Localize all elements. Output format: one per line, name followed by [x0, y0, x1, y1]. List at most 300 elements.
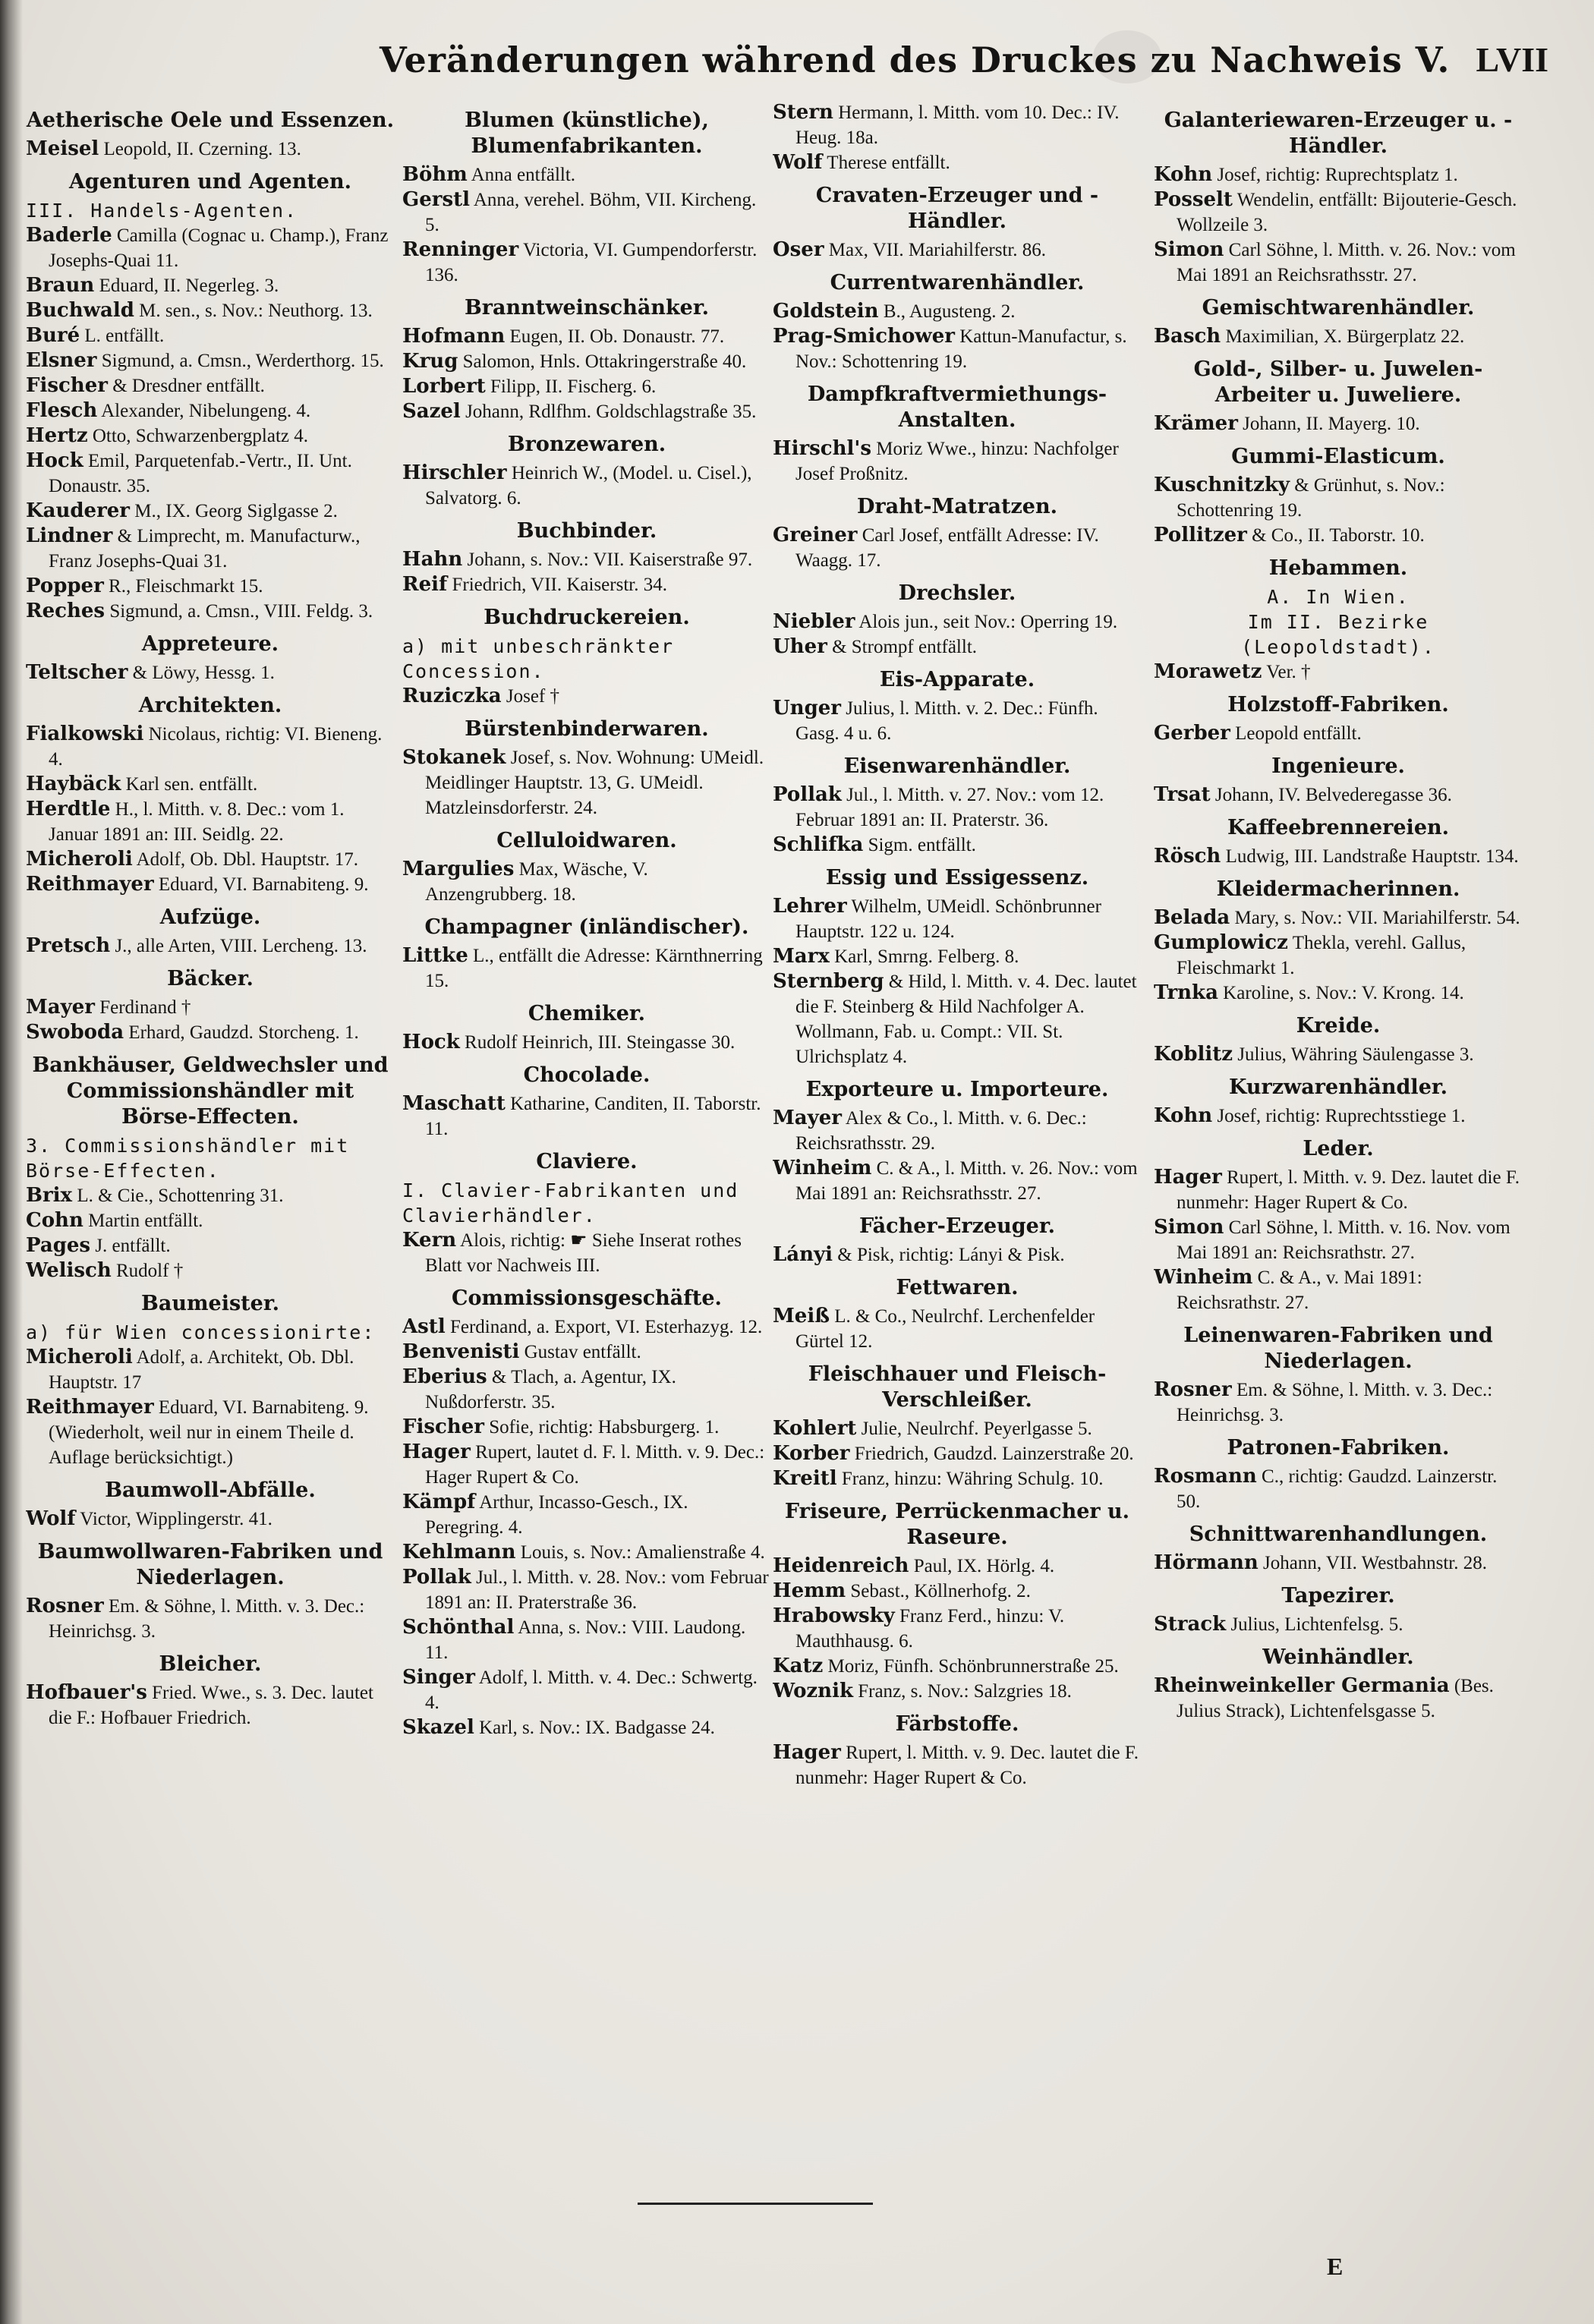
- directory-entry: [26, 1208, 395, 1233]
- entry-name: Reithmayer: [26, 1396, 154, 1419]
- directory-entry: [1154, 905, 1523, 931]
- entry-name: Korber: [773, 1442, 850, 1465]
- directory-section: [26, 1478, 395, 1532]
- section-heading: Champagner (inländischer).: [424, 915, 749, 939]
- entry-details: Alexander, Nibelungeng. 4.: [101, 401, 311, 421]
- section-heading: Architekten.: [138, 694, 282, 717]
- entry-name: Littke: [402, 944, 468, 967]
- directory-entry: [1154, 523, 1523, 548]
- directory-entry: [26, 872, 395, 897]
- directory-entry: [402, 1091, 771, 1142]
- directory-section: [1154, 1583, 1523, 1637]
- directory-section: [402, 915, 771, 994]
- directory-entry: [26, 574, 395, 599]
- entry-name: Astl: [402, 1315, 446, 1338]
- entry-name: Eberius: [402, 1365, 487, 1388]
- directory-section: [26, 1539, 395, 1644]
- entry-details: & Co., II. Taborstr. 10.: [1252, 525, 1425, 546]
- entry-name: Posselt: [1154, 188, 1233, 211]
- directory-entry: [773, 1441, 1142, 1466]
- entry-details: Josef †: [506, 686, 559, 707]
- directory-entry: [773, 969, 1142, 1069]
- directory-entry: [1154, 981, 1523, 1006]
- entry-name: Hertz: [26, 424, 88, 447]
- entry-name: Ruziczka: [402, 685, 502, 707]
- entry-details: J., alle Arten, VIII. Lercheng. 13.: [115, 936, 367, 956]
- directory-entry: [773, 238, 1142, 263]
- entry-details: J. entfällt.: [95, 1236, 171, 1256]
- directory-section: [773, 1214, 1142, 1267]
- entry-details: & Grünhut, s. Nov.: Schottenring 19.: [1177, 475, 1445, 521]
- entry-name: Sazel: [402, 400, 461, 423]
- directory-entry: [1154, 1104, 1523, 1129]
- directory-section: [402, 1001, 771, 1055]
- directory-entry: [402, 1415, 771, 1440]
- entry-details: Hermann, l. Mitth. vom 10. Dec.: IV. Heug. 18a.: [795, 102, 1120, 148]
- entry-name: Mayer: [26, 996, 95, 1019]
- directory-entry: [402, 857, 771, 907]
- directory-section: [26, 631, 395, 685]
- entry-name: Pollitzer: [1154, 524, 1247, 546]
- entry-details: Franz, hinzu: Währing Schulg. 10.: [841, 1469, 1104, 1489]
- entry-details: Adolf, Ob. Dbl. Hauptstr. 17.: [136, 849, 358, 870]
- entry-details: Victoria, VI. Gumpendorferstr. 136.: [425, 240, 758, 285]
- directory-entry: [402, 943, 771, 994]
- entry-name: Fischer: [26, 374, 108, 397]
- section-heading: Ingenieure.: [1271, 754, 1405, 778]
- entry-details: Nicolaus, richtig: VI. Bieneng. 4.: [49, 724, 383, 770]
- directory-entry: [1154, 844, 1523, 869]
- section-heading: Essig und Essigessenz.: [825, 866, 1089, 890]
- entry-details: Ver. †: [1266, 662, 1311, 682]
- entry-name: Brix: [26, 1184, 73, 1207]
- entry-details: Anna, s. Nov.: VIII. Laudong. 11.: [425, 1617, 746, 1663]
- entry-name: Reithmayer: [26, 873, 154, 896]
- directory-entry: [773, 1466, 1142, 1491]
- page-title: Veränderungen während des Druckes zu Nachweis V.: [380, 39, 1451, 80]
- directory-section: [26, 1291, 395, 1470]
- directory-entry: [402, 1565, 771, 1615]
- directory-section: [1154, 108, 1523, 288]
- entry-details: L., entfällt die Adresse: Kärnthnerring 15.: [425, 946, 763, 991]
- entry-name: Popper: [26, 575, 104, 597]
- entry-details: Anna entfällt.: [471, 165, 576, 185]
- entry-details: Rupert, lautet d. F. l. Mitth. v. 9. Dec.: Hager Rupert & Co.: [425, 1442, 765, 1488]
- directory-entry: [1154, 162, 1523, 187]
- entry-name: Katz: [773, 1655, 824, 1677]
- directory-entry: [26, 424, 395, 449]
- entry-name: Morawetz: [1154, 660, 1262, 683]
- entry-name: Winheim: [773, 1157, 872, 1179]
- directory-entry: [773, 100, 1142, 150]
- entry-details: Martin entfällt.: [88, 1211, 203, 1231]
- section-heading: Eis-Apparate.: [879, 668, 1035, 691]
- entry-name: Hager: [402, 1441, 471, 1463]
- section-heading: Chocolade.: [523, 1063, 651, 1087]
- entry-name: Winheim: [1154, 1266, 1253, 1289]
- directory-section: [402, 518, 771, 597]
- directory-section: [1154, 877, 1523, 1006]
- directory-section: [773, 270, 1142, 374]
- entry-name: Krämer: [1154, 412, 1238, 435]
- directory-entry: [773, 1604, 1142, 1654]
- entry-details: Maximilian, X. Bürgerplatz 22.: [1225, 326, 1465, 347]
- entry-details: Eduard, VI. Barnabiteng. 9. (Wiederholt, weil nur in einem Theile d. Auflage berücksichtigt.): [49, 1397, 369, 1468]
- section-heading: Agenturen und Agenten.: [68, 170, 352, 194]
- section-heading: Bleicher.: [159, 1652, 262, 1676]
- entry-name: Baderle: [26, 224, 112, 247]
- entry-details: L. & Cie., Schottenring 31.: [77, 1186, 284, 1206]
- directory-entry: [773, 1579, 1142, 1604]
- directory-section: [1154, 1435, 1523, 1514]
- directory-entry: [402, 349, 771, 374]
- entry-details: Jul., l. Mitth. v. 27. Nov.: vom 12. Februar 1891 an: II. Praterstr. 36.: [795, 785, 1104, 830]
- footer-rule: [638, 2203, 873, 2205]
- entry-name: Skazel: [402, 1716, 474, 1739]
- directory-entry: [402, 684, 771, 709]
- entry-name: Unger: [773, 697, 841, 720]
- directory-entry: [773, 1304, 1142, 1354]
- entry-details: & Dresdner entfällt.: [112, 376, 265, 396]
- directory-section: [1154, 815, 1523, 869]
- directory-entry: [1154, 238, 1523, 288]
- directory-entry: [773, 324, 1142, 374]
- directory-section: [773, 667, 1142, 746]
- directory-section: [402, 716, 771, 820]
- directory-section: [402, 108, 771, 288]
- section-heading: Patronen-Fabriken.: [1227, 1436, 1450, 1460]
- directory-section: [773, 382, 1142, 487]
- entry-name: Böhm: [402, 163, 468, 186]
- directory-entry: [1154, 660, 1523, 685]
- directory-entry: [402, 1665, 771, 1715]
- entry-details: Eduard, II. Negerleg. 3.: [99, 276, 279, 296]
- directory-entry: [1154, 1215, 1523, 1265]
- directory-entry: [1154, 1464, 1523, 1514]
- directory-entry: [1154, 473, 1523, 523]
- entry-name: Margulies: [402, 858, 515, 880]
- entry-details: R., Fleischmarkt 15.: [109, 576, 263, 597]
- directory-entry: [26, 323, 395, 348]
- entry-details: Wilhelm, UMeidl. Schönbrunner Hauptstr. 122 u. 124.: [795, 896, 1101, 942]
- entry-name: Pages: [26, 1234, 91, 1257]
- directory-section: [26, 1053, 395, 1283]
- entry-details: Alois jun., seit Nov.: Operring 19.: [858, 612, 1118, 632]
- entry-name: Rosner: [1154, 1378, 1232, 1401]
- directory-entry: [402, 238, 771, 288]
- entry-name: Braun: [26, 274, 95, 297]
- section-subheading: III. Handels-Agenten.: [26, 200, 298, 222]
- entry-details: Sigmund, a. Cmsn., VIII. Feldg. 3.: [109, 601, 373, 622]
- directory-entry: [773, 523, 1142, 573]
- entry-name: Pollak: [773, 783, 842, 806]
- directory-entry: [1154, 1674, 1523, 1724]
- directory-section: [1154, 295, 1523, 349]
- directory-section: [1154, 444, 1523, 548]
- scan-edge-shadow: [0, 0, 23, 2324]
- directory-entry: [26, 398, 395, 424]
- directory-entry: [1154, 1551, 1523, 1576]
- entry-details: Emil, Parquetenfab.-Vertr., II. Unt. Donaustr. 35.: [49, 451, 352, 496]
- directory-entry: [402, 1715, 771, 1740]
- section-heading: Fächer-Erzeuger.: [858, 1214, 1056, 1238]
- directory-entry: [26, 722, 395, 772]
- entry-details: Victor, Wipplingerstr. 41.: [80, 1509, 272, 1529]
- section-heading: Fettwaren.: [896, 1276, 1019, 1299]
- directory-entry: [26, 1345, 395, 1395]
- entry-name: Swoboda: [26, 1021, 124, 1044]
- directory-entry: [1154, 324, 1523, 349]
- entry-name: Cohn: [26, 1209, 83, 1232]
- section-heading: Buchdruckereien.: [484, 606, 690, 629]
- entry-name: Kauderer: [26, 499, 131, 522]
- entry-details: Franz Ferd., hinzu: V. Mauthhausg. 6.: [795, 1606, 1065, 1652]
- directory-section: [402, 828, 771, 907]
- directory-entry: [402, 1540, 771, 1565]
- entry-name: Buré: [26, 324, 80, 347]
- column-2: [402, 100, 771, 2241]
- entry-details: C., richtig: Gaudzd. Lainzerstr. 50.: [1177, 1466, 1498, 1512]
- section-heading: Friseure, Perrückenmacher u. Raseure.: [784, 1500, 1130, 1549]
- entry-details: Mary, s. Nov.: VII. Mariahilferstr. 54.: [1234, 908, 1520, 928]
- directory-entry: [26, 348, 395, 373]
- entry-name: Kohn: [1154, 1104, 1213, 1127]
- entry-details: Heinrich W., (Model. u. Cisel.), Salvatorg. 6.: [425, 463, 752, 509]
- section-heading: Leder.: [1303, 1137, 1374, 1160]
- entry-name: Benvenisti: [402, 1340, 520, 1363]
- entry-name: Meisel: [26, 137, 99, 160]
- directory-entry: [26, 847, 395, 872]
- entry-details: Friedrich, VII. Kaiserstr. 34.: [452, 575, 667, 595]
- entry-details: Julius, Lichtenfelsg. 5.: [1230, 1614, 1403, 1635]
- entry-details: M., IX. Georg Siglgasse 2.: [134, 501, 338, 521]
- entry-details: Karl, s. Nov.: IX. Badgasse 24.: [479, 1718, 715, 1738]
- entry-details: L. & Co., Neulrchf. Lerchenfelder Gürtel 12.: [795, 1306, 1095, 1352]
- entry-name: Kohn: [1154, 163, 1213, 186]
- directory-section: [402, 1286, 771, 1740]
- entry-name: Hager: [773, 1741, 841, 1764]
- entry-details: Em. & Söhne, l. Mitth. v. 3. Dec.: Heinrichsg. 3.: [49, 1596, 365, 1642]
- section-heading: Leinenwaren-Fabriken und Niederlagen.: [1183, 1324, 1493, 1373]
- directory-section: [1154, 357, 1523, 436]
- column-1: [26, 100, 395, 2241]
- directory-section: [26, 1652, 395, 1730]
- column-4: [1154, 100, 1523, 2241]
- entry-name: Fialkowski: [26, 723, 144, 745]
- entry-details: Rupert, l. Mitth. v. 9. Dec. lautet die F. nunmehr: Hager Rupert & Co.: [795, 1743, 1139, 1788]
- section-heading: Kurzwarenhändler.: [1228, 1075, 1448, 1099]
- entry-details: Eduard, VI. Barnabiteng. 9.: [158, 874, 369, 895]
- section-heading: Weinhändler.: [1262, 1645, 1414, 1669]
- section-heading: Claviere.: [536, 1150, 638, 1173]
- section-heading: Chemiker.: [528, 1002, 646, 1025]
- directory-section: [773, 754, 1142, 858]
- entry-details: & Löwy, Hessg. 1.: [132, 663, 275, 683]
- entry-details: Franz, s. Nov.: Salzgries 18.: [858, 1681, 1072, 1702]
- directory-entry: [26, 499, 395, 524]
- directory-entry: [26, 1258, 395, 1283]
- directory-entry: [773, 635, 1142, 660]
- entry-name: Strack: [1154, 1613, 1227, 1636]
- column-3: [773, 100, 1142, 2241]
- section-heading: Baumwollwaren-Fabriken und Niederlagen.: [37, 1540, 383, 1589]
- entry-name: Pollak: [402, 1566, 471, 1589]
- entry-details: Therese entfällt.: [827, 153, 950, 173]
- entry-name: Uher: [773, 635, 827, 658]
- directory-section: [402, 605, 771, 709]
- entry-details: & Hild, l. Mitth. v. 4. Dec. lautet die F. Steinberg & Hild Nachfolger A. Wollmann, Fab. u. Compt.: VII. St. Ulrichsplatz 4.: [795, 971, 1137, 1067]
- directory-entry: [402, 572, 771, 597]
- entry-name: Goldstein: [773, 300, 879, 323]
- directory-section: [773, 494, 1142, 573]
- section-heading: Appreteure.: [141, 632, 279, 656]
- entry-name: Kuschnitzky: [1154, 474, 1290, 496]
- page-number: LVII: [1476, 40, 1548, 79]
- entry-details: Thekla, verehl. Gallus, Fleischmarkt 1.: [1177, 933, 1466, 978]
- entry-name: Niebler: [773, 610, 855, 633]
- section-heading: Bronzewaren.: [507, 433, 666, 456]
- directory-entry: [26, 449, 395, 499]
- directory-section: [1154, 1075, 1523, 1129]
- entry-name: Micheroli: [26, 848, 133, 871]
- entry-name: Micheroli: [26, 1346, 133, 1368]
- entry-name: Singer: [402, 1666, 475, 1689]
- directory-entry: [773, 150, 1142, 175]
- section-heading: Baumwoll-Abfälle.: [105, 1478, 316, 1502]
- directory-section: [773, 1362, 1142, 1491]
- directory-entry: [402, 162, 771, 187]
- entry-details: & Tlach, a. Agentur, IX. Nußdorferstr. 35.: [425, 1367, 676, 1412]
- directory-section: [402, 295, 771, 424]
- entry-details: Josef, richtig: Ruprechtsstiege 1.: [1217, 1106, 1466, 1126]
- directory-entry: [402, 1030, 771, 1055]
- entry-name: Heidenreich: [773, 1554, 909, 1577]
- entry-details: Ferdinand †: [99, 997, 191, 1018]
- section-heading: Dampfkraftvermiethungs-Anstalten.: [807, 383, 1107, 432]
- entry-name: Hrabowsky: [773, 1604, 895, 1627]
- directory-section: [1154, 1522, 1523, 1576]
- entry-name: Kohlert: [773, 1417, 857, 1440]
- directory-section: [1154, 1323, 1523, 1428]
- directory-entry: [26, 1233, 395, 1258]
- entry-details: Sebast., Köllnerhofg. 2.: [850, 1581, 1031, 1601]
- directory-entry: [773, 833, 1142, 858]
- section-heading: Blumen (künstliche), Blumenfabrikanten.: [465, 109, 709, 158]
- entry-name: Krug: [402, 350, 458, 373]
- entry-details: Julius, Währing Säulengasse 3.: [1237, 1044, 1474, 1065]
- entry-name: Elsner: [26, 349, 97, 372]
- entry-details: Max, Wäsche, V. Anzengrubberg. 18.: [425, 859, 648, 905]
- directory-entry: [1154, 1165, 1523, 1215]
- directory-entry: [1154, 783, 1523, 808]
- entry-name: Simon: [1154, 1216, 1224, 1239]
- entry-name: Woznik: [773, 1680, 853, 1702]
- entry-name: Gerber: [1154, 722, 1230, 745]
- directory-entry: [773, 609, 1142, 635]
- directory-entry: [26, 1594, 395, 1644]
- directory-entry: [773, 436, 1142, 487]
- directory-entry: [773, 1740, 1142, 1790]
- entry-details: Johann, VII. Westbahnstr. 28.: [1263, 1553, 1487, 1573]
- entry-name: Buchwald: [26, 299, 134, 322]
- directory-entry: [26, 373, 395, 398]
- entry-name: Basch: [1154, 325, 1221, 348]
- directory-entry: [402, 1315, 771, 1340]
- entry-details: (Bes. Julius Strack), Lichtenfelsgasse 5.: [1177, 1676, 1494, 1721]
- entry-details: Camilla (Cognac u. Champ.), Franz Josephs-Quai 11.: [49, 225, 389, 271]
- section-heading: Kaffeebrennereien.: [1227, 816, 1450, 839]
- section-heading: Tapezirer.: [1281, 1584, 1395, 1608]
- entry-name: Hemm: [773, 1579, 846, 1602]
- entry-name: Hock: [26, 449, 83, 472]
- directory-entry: [402, 1615, 771, 1665]
- section-heading: Färbstoffe.: [895, 1712, 1019, 1736]
- entry-details: B., Augusteng. 2.: [883, 301, 1016, 322]
- directory-entry: [773, 1416, 1142, 1441]
- entry-name: Schönthal: [402, 1616, 515, 1639]
- section-subheading: 3. Commissionshändler mit Börse-Effecten.: [26, 1135, 350, 1182]
- entry-details: Leopold entfällt.: [1235, 723, 1362, 744]
- section-heading: Buchbinder.: [516, 519, 657, 543]
- entry-name: Wolf: [773, 151, 823, 174]
- section-heading: Gummi-Elasticum.: [1231, 445, 1445, 468]
- directory-entry: [26, 524, 395, 574]
- entry-name: Welisch: [26, 1259, 112, 1282]
- entry-details: Leopold, II. Czerning. 13.: [103, 139, 301, 159]
- section-heading: Aetherische Oele und Essenzen.: [26, 109, 395, 132]
- section-heading: Exporteure u. Importeure.: [805, 1078, 1109, 1101]
- section-heading: Bankhäuser, Geldwechsler und Commissionshändler mit Börse-Effecten.: [32, 1053, 389, 1129]
- section-heading: Gemischtwarenhändler.: [1202, 296, 1475, 320]
- section-heading: Baumeister.: [141, 1292, 279, 1315]
- directory-section: [26, 966, 395, 1045]
- directory-section: [773, 581, 1142, 660]
- directory-entry: [26, 797, 395, 847]
- directory-section: [402, 1063, 771, 1142]
- entry-details: Anna, verehel. Böhm, VII. Kircheng. 5.: [425, 190, 757, 235]
- section-heading: Hebammen.: [1268, 556, 1408, 580]
- entry-name: Renninger: [402, 238, 519, 261]
- section-heading: Aufzüge.: [159, 905, 261, 929]
- entry-details: Rudolf Heinrich, III. Steingasse 30.: [465, 1032, 736, 1053]
- entry-details: Johann, II. Mayerg. 10.: [1243, 414, 1420, 434]
- directory-section: [402, 432, 771, 511]
- entry-name: Hock: [402, 1031, 460, 1053]
- section-heading: Gold-, Silber- u. Juwelen-Arbeiter u. Juweliere.: [1193, 357, 1483, 407]
- entry-details: Katharine, Canditen, II. Taborstr. 11.: [425, 1094, 761, 1139]
- directory-entry: [26, 1395, 395, 1470]
- directory-entry: [402, 374, 771, 399]
- directory-entry: [26, 599, 395, 624]
- directory-entry: [402, 1490, 771, 1540]
- entry-details: M. sen., s. Nov.: Neuthorg. 13.: [139, 301, 373, 321]
- entry-name: Teltscher: [26, 661, 128, 684]
- entry-name: Hofbauer's: [26, 1681, 147, 1704]
- entry-name: Trsat: [1154, 783, 1211, 806]
- section-heading: Fleischhauer und Fleisch-Verschleißer.: [808, 1362, 1107, 1412]
- entry-name: Hirschl's: [773, 437, 871, 460]
- section-heading: Commissionsgeschäfte.: [452, 1286, 722, 1310]
- directory-entry: [1154, 411, 1523, 436]
- entry-details: Johann, IV. Belvederegasse 36.: [1214, 785, 1452, 805]
- section-heading: Eisenwarenhändler.: [843, 754, 1071, 778]
- entry-details: Fried. Wwe., s. 3. Dec. lautet die F.: Hofbauer Friedrich.: [49, 1683, 373, 1728]
- directory-entry: [773, 894, 1142, 944]
- directory-section: [26, 905, 395, 959]
- directory-entry: [1154, 931, 1523, 981]
- section-heading: Draht-Matratzen.: [856, 495, 1058, 518]
- directory-section: [26, 108, 395, 162]
